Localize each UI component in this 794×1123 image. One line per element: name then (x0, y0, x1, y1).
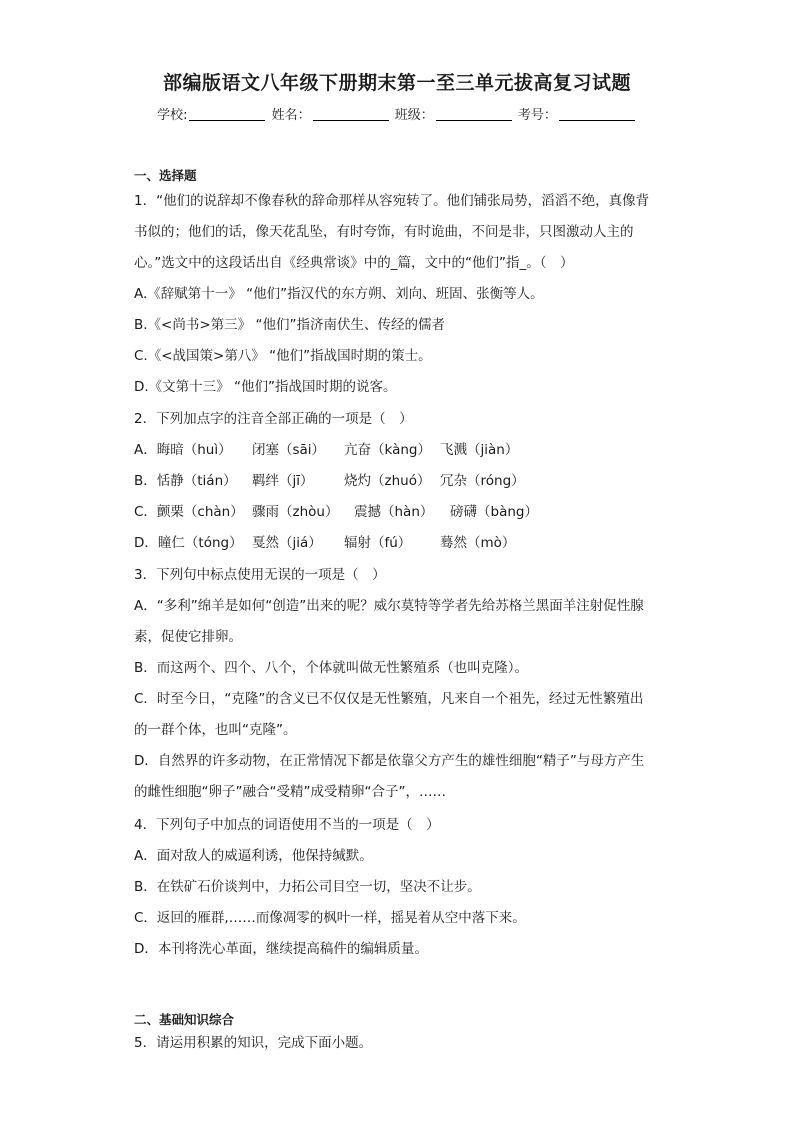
q2-d-item: D．瞳仁（tóng） (134, 535, 243, 551)
class-blank[interactable] (436, 107, 512, 121)
q2-option-a (134, 441, 518, 459)
section-heading-basic-knowledge: 二、基础知识综合 (134, 1012, 235, 1027)
q2-d-item: 辐射（fú） (344, 535, 412, 551)
q5-stem: 5．请运用积累的知识，完成下面小题。 (134, 1035, 373, 1051)
q2-b-item: 冗杂（róng） (440, 473, 525, 489)
q2-d-item: 蓦然（mò） (440, 535, 516, 551)
q2-option-b (134, 472, 525, 490)
school-blank[interactable] (189, 107, 265, 121)
class-label: 班级： (394, 108, 434, 123)
q3-option-a-line2: 素，促使它排卵。 (134, 629, 242, 645)
q2-a-item: 亢奋（kàng） (344, 442, 431, 458)
name-blank[interactable] (313, 107, 389, 121)
number-label: 考号： (517, 108, 557, 123)
q2-b-item: B．恬静（tián） (134, 473, 237, 489)
exam-title: 部编版语文八年级下册期末第一至三单元拔高复习试题 (162, 72, 631, 94)
q3-option-b: B．而这两个、四个、八个，个体就叫做无性繁殖系（也叫克隆）。 (134, 660, 529, 676)
q2-c-item: C．颤栗（chàn） (134, 504, 244, 520)
q4-option-d: D．本刊将洗心革面，继续提高稿件的编辑质量。 (134, 941, 428, 957)
q4-option-a: A．面对敌人的威逼利诱，他保持缄默。 (134, 848, 373, 864)
number-blank[interactable] (559, 107, 635, 121)
q1-option-d: D.《文第十三》 “他们”指战国时期的说客。 (134, 379, 397, 395)
q3-option-c-line2: 的一群个体，也叫“克隆”。 (134, 722, 297, 738)
q2-b-item: 羁绊（jī） (252, 473, 314, 489)
section-heading-choice: 一、选择题 (134, 168, 197, 183)
q3-option-d-line2: 的雌性细胞“卵子”融合“受精”成受精卵“合子”，…… (134, 784, 446, 800)
q2-a-item: A．晦暗（huì） (134, 442, 232, 458)
q2-option-c (134, 503, 538, 521)
q2-a-item: 闭塞（sāi） (252, 442, 326, 458)
q2-c-item: 震撼（hàn） (354, 504, 434, 520)
q1-option-c: C.《<战国策>第八》 “他们”指战国时期的策士。 (134, 348, 432, 364)
q4-option-c: C．返回的雁群,……而像凋零的枫叶一样，摇晃着从空中落下来。 (134, 910, 526, 926)
q4-option-b: B．在铁矿石价谈判中，力拓公司目空一切，坚决不让步。 (134, 879, 481, 895)
q2-stem: 2．下列加点字的注音全部正确的一项是（ ） (134, 411, 413, 427)
q2-option-d (134, 534, 515, 552)
q1-stem-line3: 心。”选文中的这段话出自《经典常谈》中的_篇，文中的“他们”指_。（ ） (134, 255, 574, 271)
q3-option-d-line1: D．自然界的许多动物，在正常情况下都是依靠父方产生的雄性细胞“精子”与母方产生 (134, 753, 645, 769)
q3-stem: 3．下列句中标点使用无误的一项是（ ） (134, 567, 386, 583)
name-label: 姓名： (271, 108, 311, 123)
q2-c-item: 骤雨（zhòu） (252, 504, 339, 520)
q2-b-item: 烧灼（zhuó） (344, 473, 431, 489)
q1-option-a: A.《辞赋第十一》 “他们”指汉代的东方朔、刘向、班固、张衡等人。 (134, 286, 544, 302)
q4-stem: 4．下列句子中加点的词语使用不当的一项是（ ） (134, 817, 440, 833)
q1-option-b: B.《<尚书>第三》 “他们”指济南伏生、传经的儒者 (134, 317, 445, 333)
q3-option-c-line1: C．时至今日，“克隆”的含义已不仅仅是无性繁殖，凡来自一个祖先，经过无性繁殖出 (134, 691, 644, 707)
q2-c-item: 磅礴（bàng） (450, 504, 538, 520)
school-label: 学校: (157, 108, 188, 123)
q1-stem-line2: 书似的；他们的话，像天花乱坠，有时夸饰，有时诡曲，不问是非，只图激动人主的 (134, 224, 634, 240)
q1-stem-line1: 1．“他们的说辞却不像春秋的辞命那样从容宛转了。他们铺张局势，滔滔不绝，真像背 (134, 193, 650, 209)
q2-d-item: 戛然（jiá） (252, 535, 322, 551)
q3-option-a-line1: A．“多利”绵羊是如何“创造”出来的呢？威尔莫特等学者先给苏格兰黑面羊注射促性腺 (134, 598, 644, 614)
student-info (0, 104, 794, 123)
q2-a-item: 飞溅（jiàn） (440, 442, 519, 458)
